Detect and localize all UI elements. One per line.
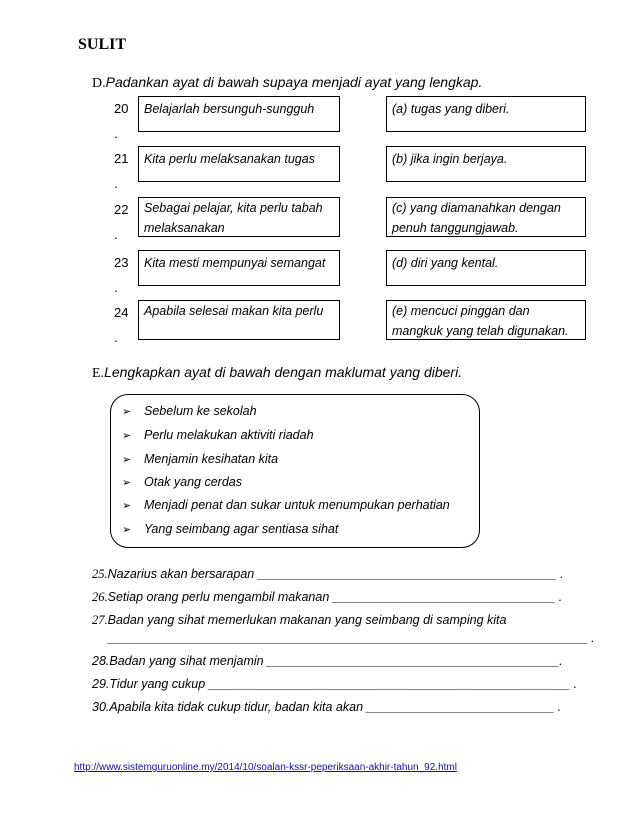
section-e-instruction: Lengkapkan ayat di bawah dengan maklumat yang diberi.	[104, 364, 463, 380]
info-item: ➢ Menjamin kesihatan kita	[122, 452, 279, 466]
arrow-bullet-icon: ➢	[122, 477, 132, 489]
question-30: 30.Apabila kita tidak cukup tidur, badan kita akan ___________________________ .	[92, 700, 562, 714]
header-sulit: SULIT	[78, 36, 127, 53]
question-number-24: 24 .	[114, 305, 129, 345]
question-25: 25.Nazarius akan bersarapan ___________________________________________ .	[92, 567, 564, 581]
match-right-d: (d) diri yang kental.	[386, 250, 586, 286]
match-left-20: Belajarlah bersunguh-sungguh	[138, 96, 340, 132]
question-28: 28.Badan yang sihat menjamin __________________________________________.	[92, 654, 563, 668]
match-right-b: (b) jika ingin berjaya.	[386, 146, 586, 182]
section-e-heading	[92, 364, 462, 382]
question-27: 27.Badan yang sihat memerlukan makanan yang seimbang di samping kita	[92, 613, 507, 627]
question-number-22: 22 .	[114, 202, 129, 242]
arrow-bullet-icon: ➢	[122, 454, 132, 466]
info-item: ➢ Perlu melakukan aktiviti riadah	[122, 428, 314, 442]
info-item: ➢ Sebelum ke sekolah	[122, 404, 257, 418]
match-right-c: (c) yang diamanahkan dengan penuh tanggungjawab.	[386, 197, 586, 237]
info-item: ➢ Yang seimbang agar sentiasa sihat	[122, 522, 339, 536]
source-link[interactable]: http://www.sistemguruonline.my/2014/10/soalan-kssr-peperiksaan-akhir-tahun_92.html	[74, 762, 457, 773]
arrow-bullet-icon: ➢	[122, 500, 132, 512]
section-e-letter: E.	[92, 366, 105, 381]
question-26: 26.Setiap orang perlu mengambil makanan ________________________________ .	[92, 590, 563, 604]
section-d-instruction: Padankan ayat di bawah supaya menjadi ayat yang lengkap.	[105, 74, 483, 90]
info-item: ➢ Otak yang cerdas	[122, 475, 242, 489]
section-d-heading	[92, 74, 482, 92]
match-left-21: Kita perlu melaksanakan tugas	[138, 146, 340, 182]
match-right-a: (a) tugas yang diberi.	[386, 96, 586, 132]
info-item: ➢ Menjadi penat dan sukar untuk menumpukan perhatian	[122, 498, 450, 512]
arrow-bullet-icon: ➢	[122, 406, 132, 418]
arrow-bullet-icon: ➢	[122, 524, 132, 536]
question-29: 29.Tidur yang cukup ____________________________________________________ .	[92, 677, 578, 691]
section-d-letter: D.	[92, 76, 106, 91]
arrow-bullet-icon: ➢	[122, 430, 132, 442]
match-right-e: (e) mencuci pinggan dan mangkuk yang telah digunakan.	[386, 300, 586, 340]
question-number-23: 23 .	[114, 255, 129, 295]
match-left-24: Apabila selesai makan kita perlu	[138, 300, 340, 340]
match-left-22: Sebagai pelajar, kita perlu tabah melaksanakan	[138, 197, 340, 237]
match-left-23: Kita mesti mempunyai semangat	[138, 250, 340, 286]
question-number-21: 21 .	[114, 151, 129, 191]
question-number-20: 20 .	[114, 101, 129, 141]
question-27-answer-line: _____________________________________________________________________ .	[108, 631, 595, 645]
